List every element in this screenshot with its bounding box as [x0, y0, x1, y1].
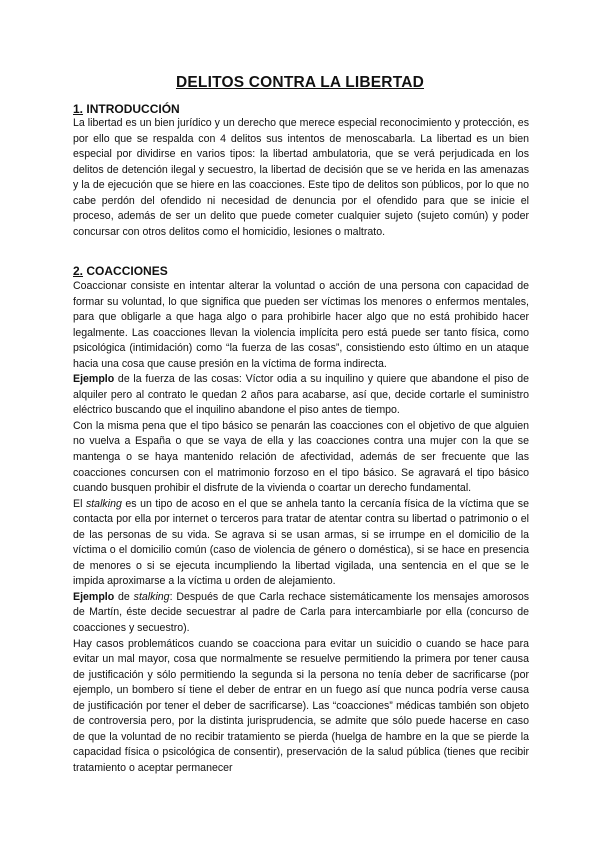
example-paragraph: [73, 372, 529, 419]
emphasis: stalking: [133, 590, 170, 603]
section-number: 1.: [73, 102, 84, 116]
section-body-coacciones: [73, 279, 529, 777]
paragraph: Coaccionar consiste en intentar alterar la voluntad o acción de una persona con capacidad de formar su voluntad, lo que significa que pueden ser víctimas los menores o enfermos mentales, para que obligarle a que haga algo o para prohibirle hacer algo que no está prohibido hacer legalmente. Las coacciones llevan la violencia implícita pero está puede ser tanto física, como psicológica (intimidación) como “la fuerza de las cosas”, consistiendo esto último en un ataque hacia una cosa que cause presión en la víctima de forma indirecta.: [73, 280, 529, 370]
paragraph: Hay casos problemáticos cuando se coacciona para evitar un suicidio o cuando se hace para evitar un mal mayor, cosa que normalmente se resuelve permitiendo la primera por tener causa de justificación y sólo permitiendo la segunda si la persona no tenía deber de sacrificarse (por ejemplo, un bombero sí tiene el deber de entrar en un fuego así que nunca podría verse causa de justificación por tener el deber de sacrificarse). Las “coacciones” médicas también son objeto de controversia pero, por la distinta jurisprudencia, se admite que sólo puede hacerse en caso de que la voluntad de no recibir tratamiento se pierda (huelga de hambre en la que se pierde la capacidad física o psicológica de consentir), preservación de la salud pública (tienes que recibir tratamiento o aceptar permanecer: [73, 637, 529, 774]
section-number: 2.: [73, 264, 84, 278]
section-body-introduccion: [73, 116, 529, 240]
example-text: de la fuerza de las cosas: Víctor odia a su inquilino y quiere que abandone el piso de alquiler pero al contrato le quedan 2 años para acabarse, así que, decide cortarle el suministro eléctrico buscando que el inquilino abandone el piso antes de tiempo.: [73, 373, 529, 417]
section-heading-introduccion: [73, 102, 180, 116]
text-run: El: [73, 497, 86, 510]
page-title: DELITOS CONTRA LA LIBERTAD: [175, 74, 425, 91]
emphasis: stalking: [85, 497, 122, 510]
section-heading-coacciones: [73, 264, 168, 278]
example-label: Ejemplo: [73, 590, 115, 603]
text-run: de: [114, 590, 134, 603]
paragraph: [73, 497, 529, 590]
example-text: : Después de que Carla rechace sistemáticamente los mensajes amorosos de Martín, éste decide secuestrar al padre de Carla para intercambiarle por ella (concurso de coacciones y secuestro).: [73, 590, 530, 635]
section-title: COACCIONES: [86, 264, 168, 278]
example-paragraph: [73, 590, 529, 637]
example-label: Ejemplo: [73, 373, 115, 386]
paragraph: La libertad es un bien jurídico y un derecho que merece especial reconocimiento y protección, es por ello que se respalda con 4 delitos sus intentos de menoscabarla. La libertad es un bien especial por dividirse en varios tipos: la libertad ambulatoria, que se verá perjudicada en los delitos de detención ilegal y secuestro, la libertad de decisión que se ve herida en las amenazas y la de ejecución que se hiere en las coacciones. Este tipo de delitos son públicos, por lo que no cabe perdón del ofendido ni necesidad de denuncia por el ofendido para que se inicie el proceso, además de ser un delito que puede cometer cualquier sujeto (sujeto común) y poder concursar con otros delitos como el homicidio, lesiones o maltrato.: [73, 117, 529, 238]
section-title: INTRODUCCIÓN: [86, 102, 180, 116]
text-run: es un tipo de acoso en el que se anhela tanto la cercanía física de la víctima que se contacta por ella por internet o terceros para tratar de atentar contra su libertad o patrimonio o el de las personas de su vida. Se agrava si se usan armas, si se irrumpe en el domicilio de la víctima o el domicilio común (caso de violencia de género o doméstica), si se hace en presencia de menores o si se ejecuta incumpliendo la libertad vigilada, una sentencia en el que se le impida aproximarse a la víctima u orden de alejamiento.: [73, 497, 529, 588]
paragraph: Con la misma pena que el tipo básico se penarán las coacciones con el objetivo de que alguien no vuelva a España o que se vaya de ella y las coacciones contra una mujer con la que se mantenga o se haya mantenido relación de afectividad, además de ser frecuente que las coacciones concursen con el matrimonio forzoso en el tipo básico. Se agravará el tipo básico cuando busquen prohibir el disfrute de la vivienda o coartar un derecho fundamental.: [73, 419, 529, 495]
